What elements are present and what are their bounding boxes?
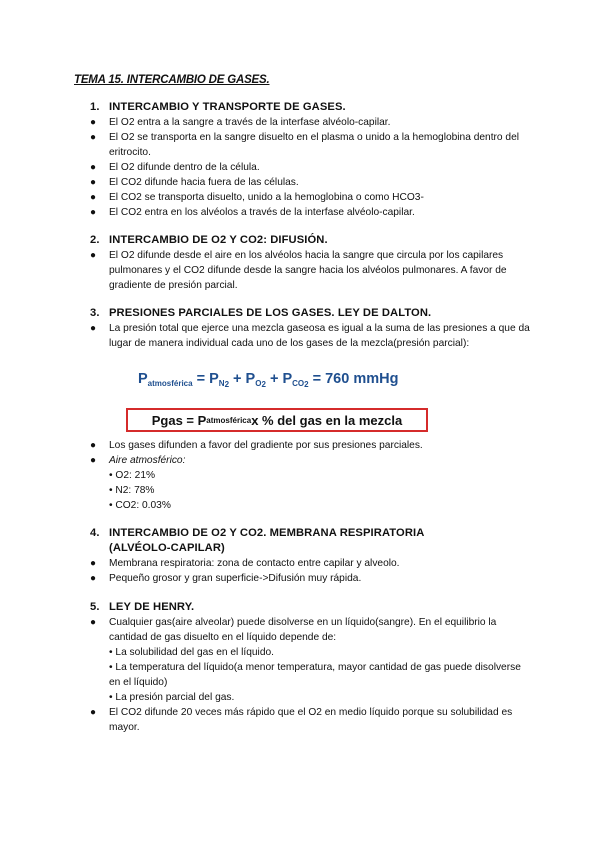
section-title: INTERCAMBIO DE O2 Y CO2. MEMBRANA RESPIRATORIA — [109, 527, 425, 539]
list-item: ● El O2 se transporta en la sangre disuelto en el plasma o unido a la hemoglobina dentro del eritrocito. — [90, 132, 520, 158]
section-number: 2. — [90, 234, 100, 246]
section-1 — [90, 100, 530, 220]
section-3-continued — [90, 438, 530, 513]
list-item: ● La presión total que ejerce una mezcla gaseosa es igual a la suma de las presiones a que da lugar de manera individual cada uno de los gases de la mezcla(presión parcial): — [90, 323, 530, 349]
list-item: ● Los gases difunden a favor del gradiente por sus presiones parciales. — [90, 440, 423, 451]
section-number: 5. — [90, 601, 100, 613]
sub-point: • La temperatura del líquido(a menor temperatura, mayor cantidad de gas puede disolverse en el líquido) — [109, 662, 521, 688]
bullet-icon: ● — [90, 323, 97, 334]
list-item: ● Membrana respiratoria: zona de contacto entre capilar y alveolo. — [90, 558, 400, 569]
section-number: 3. — [90, 307, 100, 319]
air-value: • O2: 21% — [109, 470, 156, 481]
section-number: 4. — [90, 527, 100, 539]
section-3 — [90, 306, 530, 351]
bullet-list — [90, 438, 530, 468]
air-value: • CO2: 0.03% — [109, 500, 171, 511]
bullet-list — [90, 248, 530, 293]
bullet-icon: ● — [90, 455, 97, 466]
sub-point: • La presión parcial del gas. — [109, 692, 235, 703]
dalton-formula: $P_{atmosférica} = P_{N2} + P_{O2} + P_{CO2} = 760$ mmHg — [138, 371, 399, 389]
section-title: INTERCAMBIO DE O2 Y CO2: DIFUSIÓN. — [109, 234, 328, 246]
section-number: 1. — [90, 101, 100, 113]
list-item: ● Cualquier gas(aire alveolar) puede disolverse en un líquido(sangre). En el equilibrio la cantidad de gas disuelto en el líquido depende de: — [90, 617, 497, 643]
section-heading — [90, 526, 530, 556]
bullet-icon: ● — [90, 707, 97, 718]
list-item: ● El O2 entra a la sangre a través de la interfase alvéolo-capilar. — [90, 117, 391, 128]
section-2 — [90, 233, 530, 293]
partial-pressure-formula-box: Pgas = P atmosférica x % del gas en la mezcla — [126, 408, 428, 432]
list-item: ● El O2 difunde dentro de la célula. — [90, 162, 260, 173]
air-label: Aire atmosférico: — [109, 455, 186, 466]
document-title: TEMA 15. INTERCAMBIO DE GASES. — [74, 74, 270, 86]
bullet-list — [90, 615, 530, 645]
section-title: INTERCAMBIO Y TRANSPORTE DE GASES. — [109, 101, 346, 113]
section-4 — [90, 526, 530, 586]
bullet-icon: ● — [90, 162, 97, 173]
section-title: PRESIONES PARCIALES DE LOS GASES. LEY DE DALTON. — [109, 307, 432, 319]
section-title-line2: (ALVÉOLO-CAPILAR) — [109, 542, 225, 554]
bullet-icon: ● — [90, 177, 97, 188]
bullet-icon: ● — [90, 132, 97, 143]
bullet-list — [90, 321, 530, 351]
section-heading — [90, 306, 530, 321]
bullet-icon: ● — [90, 573, 97, 584]
section-5 — [90, 600, 530, 735]
list-item: ● El CO2 difunde 20 veces más rápido que el O2 en medio líquido porque su solubilidad es mayor. — [90, 707, 513, 733]
list-item: ● El CO2 entra en los alvéolos a través de la interfase alvéolo-capilar. — [90, 207, 415, 218]
section-heading — [90, 233, 530, 248]
bullet-list — [90, 556, 530, 586]
list-item: ● El O2 difunde desde el aire en los alvéolos hacia la sangre que circula por los capilares pulmonares y el CO2 difunde desde la sangre hacia los alvéolos pulmonares. A favor de gradiente de presión parcial. — [90, 250, 507, 291]
list-item: ● El CO2 difunde hacia fuera de las células. — [90, 177, 299, 188]
section-heading — [90, 600, 530, 615]
air-value: • N2: 78% — [109, 485, 155, 496]
bullet-list — [90, 115, 530, 220]
list-item: ● El CO2 se transporta disuelto, unido a la hemoglobina o como HCO3- — [90, 192, 424, 203]
bullet-icon: ● — [90, 207, 97, 218]
list-item — [90, 453, 530, 468]
section-heading — [90, 100, 530, 115]
bullet-icon: ● — [90, 192, 97, 203]
bullet-icon: ● — [90, 617, 97, 628]
bullet-icon: ● — [90, 558, 97, 569]
section-title: LEY DE HENRY. — [109, 601, 195, 613]
bullet-icon: ● — [90, 250, 97, 261]
bullet-icon: ● — [90, 440, 97, 451]
sub-point: • La solubilidad del gas en el líquido. — [109, 647, 274, 658]
bullet-list — [90, 705, 530, 735]
list-item: ● Pequeño grosor y gran superficie->Difusión muy rápida. — [90, 573, 362, 584]
bullet-icon: ● — [90, 117, 97, 128]
